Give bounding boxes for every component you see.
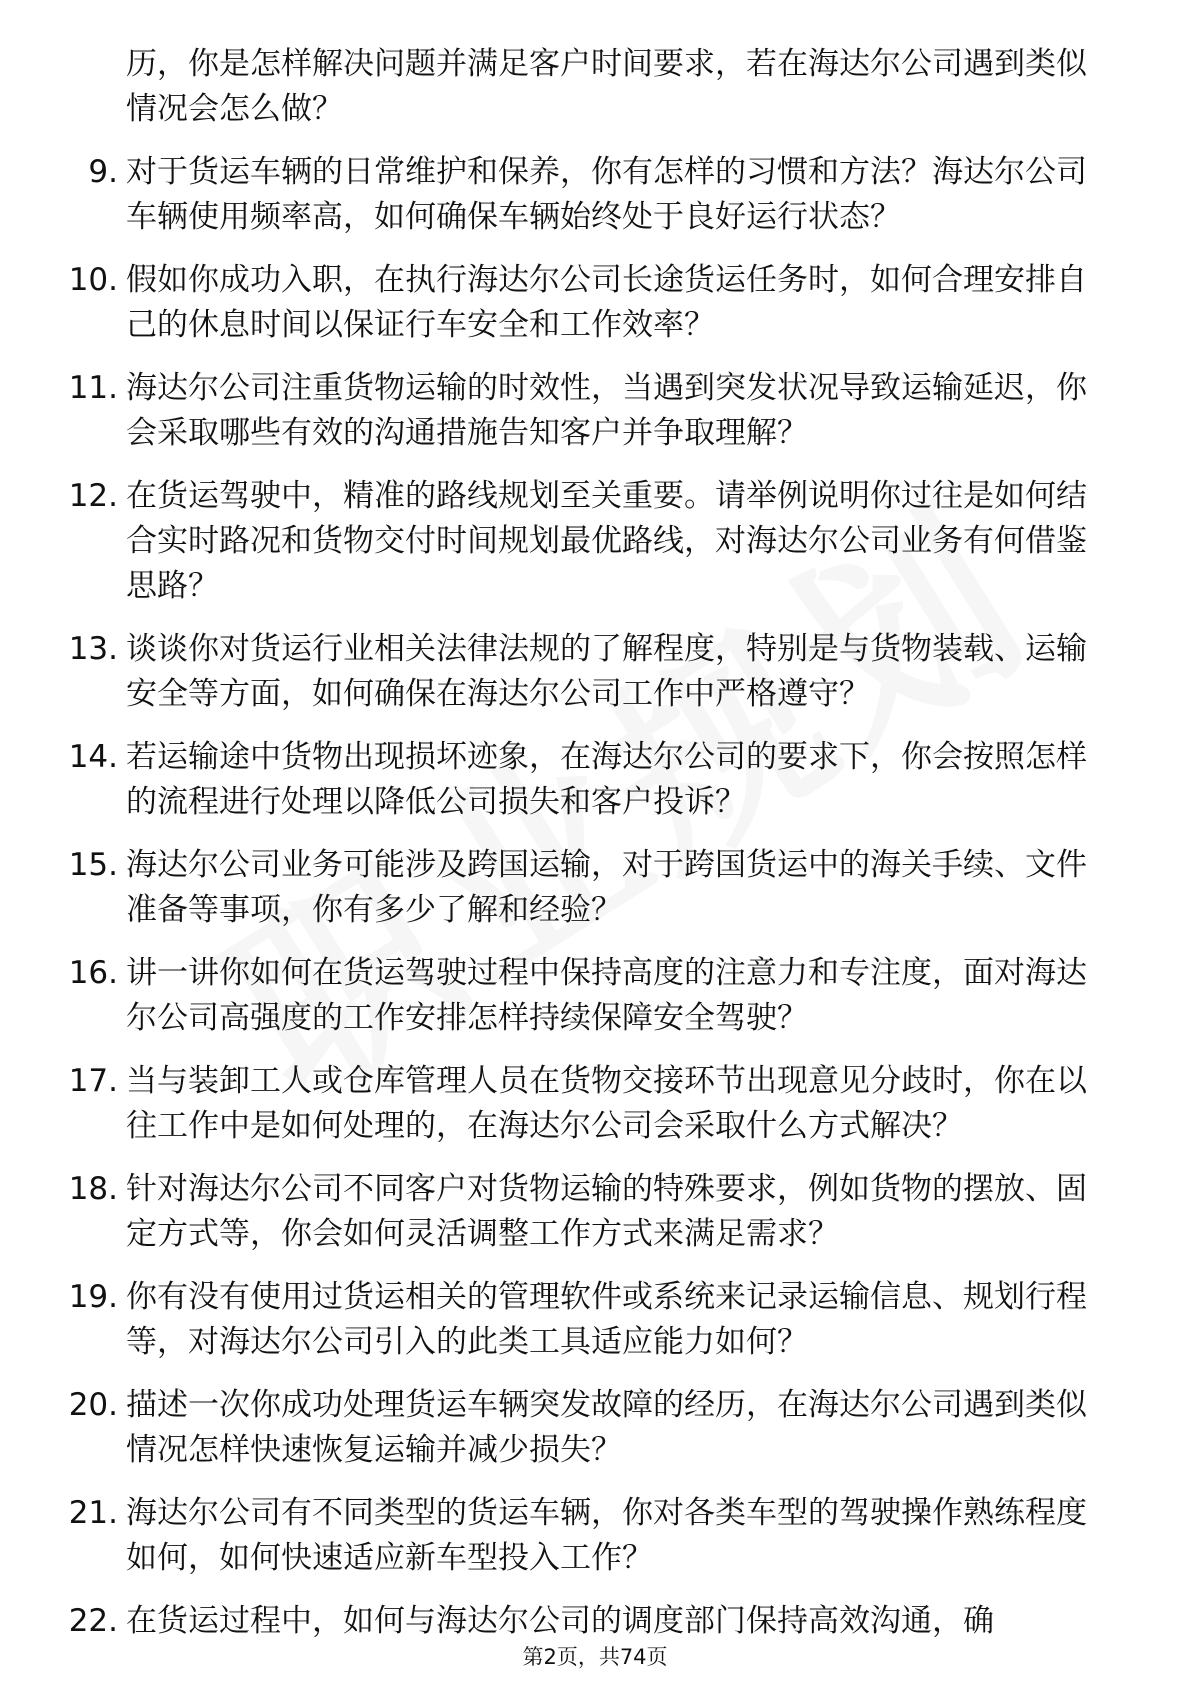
question-item xyxy=(0,474,1190,609)
question-number: 19. xyxy=(68,1279,118,1315)
question-number: 15. xyxy=(68,847,118,883)
question-number: 12. xyxy=(68,478,118,514)
question-item xyxy=(0,366,1190,456)
question-number: 21. xyxy=(68,1495,118,1531)
question-text: 在货运驾驶中，精准的路线规划至关重要。请举例说明你过往是如何结合实时路况和货物交付时间规划最优路线，对海达尔公司业务有何借鉴思路？ xyxy=(126,478,1087,604)
question-number: 18. xyxy=(68,1171,118,1207)
question-text: 针对海达尔公司不同客户对货物运输的特殊要求，例如货物的摆放、固定方式等，你会如何灵活调整工作方式来满足需求？ xyxy=(126,1171,1087,1252)
question-number: 17. xyxy=(68,1063,118,1099)
question-item xyxy=(0,1491,1190,1581)
question-text: 你有没有使用过货运相关的管理软件或系统来记录运输信息、规划行程等，对海达尔公司引入的此类工具适应能力如何？ xyxy=(126,1279,1087,1360)
question-text: 讲一讲你如何在货运驾驶过程中保持高度的注意力和专注度，面对海达尔公司高强度的工作安排怎样持续保障安全驾驶？ xyxy=(126,955,1087,1036)
question-item xyxy=(0,735,1190,825)
question-item xyxy=(0,843,1190,933)
question-number: 22. xyxy=(68,1603,118,1639)
question-text: 在货运过程中，如何与海达尔公司的调度部门保持高效沟通，确 xyxy=(126,1603,994,1639)
question-text: 当与装卸工人或仓库管理人员在货物交接环节出现意见分歧时，你在以往工作中是如何处理的，在海达尔公司会采取什么方式解决？ xyxy=(126,1063,1087,1144)
question-number: 11. xyxy=(68,370,118,406)
question-text: 若运输途中货物出现损坏迹象，在海达尔公司的要求下，你会按照怎样的流程进行处理以降低公司损失和客户投诉？ xyxy=(126,739,1087,820)
question-item xyxy=(0,1383,1190,1473)
question-item xyxy=(0,1275,1190,1365)
question-item xyxy=(0,258,1190,348)
question-list xyxy=(0,42,1190,1662)
question-number: 16. xyxy=(68,955,118,991)
question-item xyxy=(0,1059,1190,1149)
question-number: 9. xyxy=(88,154,118,190)
question-text: 海达尔公司有不同类型的货运车辆，你对各类车型的驾驶操作熟练程度如何，如何快速适应新车型投入工作？ xyxy=(126,1495,1087,1576)
question-text: 谈谈你对货运行业相关法律法规的了解程度，特别是与货物装载、运输安全等方面，如何确保在海达尔公司工作中严格遵守？ xyxy=(126,631,1087,712)
question-item xyxy=(0,42,1190,132)
question-number: 10. xyxy=(68,262,118,298)
question-text: 描述一次你成功处理货运车辆突发故障的经历，在海达尔公司遇到类似情况怎样快速恢复运输并减少损失？ xyxy=(126,1387,1087,1468)
question-number: 13. xyxy=(68,631,118,667)
question-number: 20. xyxy=(68,1387,118,1423)
question-text: 历，你是怎样解决问题并满足客户时间要求，若在海达尔公司遇到类似情况会怎么做？ xyxy=(126,46,1087,127)
question-item xyxy=(0,1599,1190,1644)
question-text: 假如你成功入职，在执行海达尔公司长途货运任务时，如何合理安排自己的休息时间以保证行车安全和工作效率？ xyxy=(126,262,1087,343)
question-number: 14. xyxy=(68,739,118,775)
question-text: 海达尔公司注重货物运输的时效性，当遇到突发状况导致运输延迟，你会采取哪些有效的沟通措施告知客户并争取理解？ xyxy=(126,370,1087,451)
question-item xyxy=(0,627,1190,717)
question-item xyxy=(0,150,1190,240)
question-item xyxy=(0,1167,1190,1257)
question-text: 对于货运车辆的日常维护和保养，你有怎样的习惯和方法？海达尔公司车辆使用频率高，如何确保车辆始终处于良好运行状态？ xyxy=(126,154,1087,235)
question-text: 海达尔公司业务可能涉及跨国运输，对于跨国货运中的海关手续、文件准备等事项，你有多少了解和经验？ xyxy=(126,847,1087,928)
question-item xyxy=(0,951,1190,1041)
page-footer: 第2页，共74页 xyxy=(522,1645,668,1669)
